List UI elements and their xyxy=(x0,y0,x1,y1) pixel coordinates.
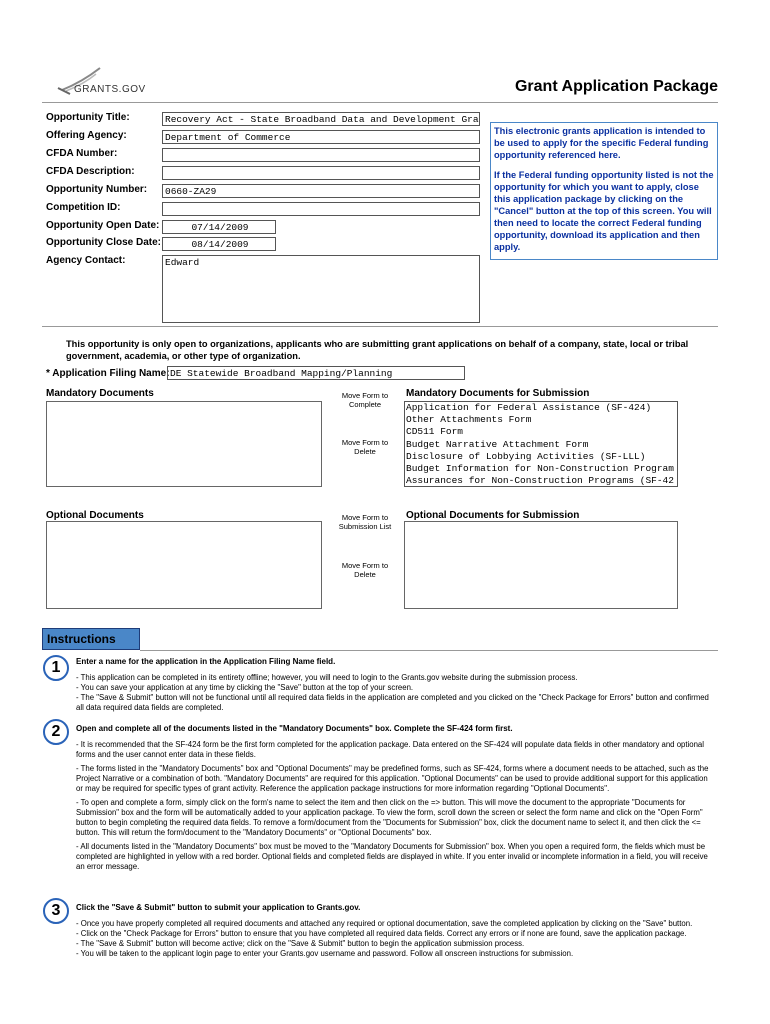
mandatory-submission-title: Mandatory Documents for Submission xyxy=(406,388,590,399)
step-2-title: Open and complete all of the documents listed in the "Mandatory Documents" box. Complete the SF-424 form first. xyxy=(76,724,513,733)
move-to-submission-list-button[interactable]: Move Form to Submission List xyxy=(338,513,392,531)
step-text-line: - The forms listed in the "Mandatory Documents" box and "Optional Documents" may be predefined forms, such as SF-424, forms where a document needs to be attached, such as the Project Narrative or a combination of both. "Mandatory Documents" are required for this application. "Optional Documents" can be used to provide additional support for this application or may be required for specific types of grant activity. Reference the application package instructions for more information regarding "Optional Documents". xyxy=(76,764,709,793)
step-text-line: - The "Save & Submit" button will become active; click on the "Save & Submit" button to begin the application submission process. xyxy=(76,939,525,948)
step-text-line: - Once you have properly completed all required documents and attached any required or optional documentation, save the completed application by clicking on the "Save" button. xyxy=(76,919,693,928)
step-text-line: - All documents listed in the "Mandatory Documents" box must be moved to the "Mandatory Documents for Submission" box. When you open a required form, the fields which must be completed are highlighted in yellow with a red border. Optional fields and completed fields are displayed in white. If you enter invalid or incomplete information in a field, you will receive an error message. xyxy=(76,842,708,871)
step-3-text xyxy=(76,919,716,959)
step-3-icon: 3 xyxy=(43,898,69,924)
step-text-line: - You can save your application at any time by clicking the "Save" button at the top of your screen. xyxy=(76,683,414,692)
step-text-line: - You will be taken to the applicant login page to enter your Grants.gov username and password. Follow all onscreen instructions for submission. xyxy=(76,949,574,958)
label-agency-contact: Agency Contact: xyxy=(46,255,126,266)
label-cfda-description: CFDA Description: xyxy=(46,166,135,177)
step-1-text xyxy=(76,673,716,713)
label-opportunity-title: Opportunity Title: xyxy=(46,112,130,123)
step-3-title: Click the "Save & Submit" button to submit your application to Grants.gov. xyxy=(76,903,361,912)
optional-submission-list[interactable] xyxy=(404,521,678,609)
step-text-line: - To open and complete a form, simply click on the form's name to select the item and then click on the => button. This will move the document to the appropriate "Documents for Submission" box and the form will be automatically added to your application package. To view the form, scroll down the screen or select the form name and click on the "Open Form" button to begin completing the required data fields. To remove a form/document from the "Documents for Submission" box, click the document name to select it, and then click the <= button. This will return the form/document to the "Mandatory Documents" or "Optional Documents" box. xyxy=(76,798,703,837)
filing-name-input[interactable]: DE Statewide Broadband Mapping/Planning xyxy=(167,366,465,380)
move-to-delete-optional-button[interactable]: Move Form to Delete xyxy=(341,561,389,579)
label-offering-agency: Offering Agency: xyxy=(46,130,127,141)
agency-contact-field[interactable]: Edward xyxy=(162,255,480,323)
instructions-tab: Instructions xyxy=(42,628,140,650)
label-cfda-number: CFDA Number: xyxy=(46,148,118,159)
label-close-date: Opportunity Close Date: xyxy=(46,237,162,248)
cfda-description-field[interactable] xyxy=(162,166,480,180)
form-divider xyxy=(42,326,718,327)
logo-text: GRANTS.GOV xyxy=(74,84,146,95)
list-item[interactable]: Budget Information for Non-Construction Program xyxy=(406,463,674,475)
page-title: Grant Application Package xyxy=(514,78,718,95)
eligibility-notice: This opportunity is only open to organizations, applicants who are submitting grant applications on behalf of a company, state, local or tribal government, academia, or other type of organization. xyxy=(66,339,689,361)
label-competition-id: Competition ID: xyxy=(46,202,121,213)
optional-documents-list[interactable] xyxy=(46,521,322,609)
step-text-line: - It is recommended that the SF-424 form be the first form completed for the application package. Data entered on the SF-424 will populate data fields in other mandatory and optional forms and the user cannot enter data in these fields. xyxy=(76,740,704,759)
notice-para-1: This electronic grants application is intended to be used to apply for the specific Federal funding opportunity referenced here. xyxy=(494,126,709,160)
opportunity-number-field[interactable]: 0660-ZA29 xyxy=(162,184,480,198)
list-item[interactable]: CD511 Form xyxy=(406,426,464,438)
list-item[interactable]: Application for Federal Assistance (SF-424) xyxy=(406,402,652,413)
step-2-text xyxy=(76,740,716,872)
grants-gov-logo xyxy=(52,66,172,100)
step-text-line: - The "Save & Submit" button will not be functional until all required data fields in the application are completed and you clicked on the "Check Package for Errors" button and confirmed all data required data fields are completed. xyxy=(76,693,709,712)
step-2-icon: 2 xyxy=(43,719,69,745)
label-opportunity-number: Opportunity Number: xyxy=(46,184,148,195)
instructions-divider xyxy=(140,650,718,651)
notice-box xyxy=(490,122,718,260)
list-item[interactable]: Budget Narrative Attachment Form xyxy=(406,438,589,450)
optional-submission-title: Optional Documents for Submission xyxy=(406,510,580,521)
mandatory-documents-title: Mandatory Documents xyxy=(46,388,154,399)
close-date-field[interactable]: 08/14/2009 xyxy=(162,237,276,251)
label-open-date: Opportunity Open Date: xyxy=(46,220,160,231)
list-item[interactable]: Assurances for Non-Construction Programs (SF-42 xyxy=(406,475,674,487)
filing-name-label: * Application Filing Name: xyxy=(46,368,170,379)
cfda-number-field[interactable] xyxy=(162,148,480,162)
step-text-line: - This application can be completed in its entirety offline; however, you will need to login to the Grants.gov website during the submission process. xyxy=(76,673,578,682)
move-to-complete-button[interactable]: Move Form to Complete xyxy=(341,391,389,409)
list-item[interactable]: Disclosure of Lobbying Activities (SF-LLL) xyxy=(406,450,646,462)
competition-id-field[interactable] xyxy=(162,202,480,216)
step-text-line: - Click on the "Check Package for Errors" button to ensure that you have completed all required data fields. Correct any errors or if none are found, save the application package. xyxy=(76,929,687,938)
opportunity-title-field[interactable]: Recovery Act - State Broadband Data and Development Gra xyxy=(162,112,480,126)
optional-documents-title: Optional Documents xyxy=(46,510,144,521)
header-divider xyxy=(42,102,718,103)
notice-para-2: If the Federal funding opportunity listed is not the opportunity for which you want to apply, close this application package by clicking on the "Cancel" button at the top of this screen. You will then need to locate the correct Federal funding opportunity, download its application and then apply. xyxy=(494,170,714,252)
mandatory-submission-list[interactable] xyxy=(404,401,678,487)
list-item[interactable]: Other Attachments Form xyxy=(406,414,532,426)
open-date-field[interactable]: 07/14/2009 xyxy=(162,220,276,234)
offering-agency-field[interactable]: Department of Commerce xyxy=(162,130,480,144)
step-1-title: Enter a name for the application in the Application Filing Name field. xyxy=(76,657,336,666)
move-to-delete-button[interactable]: Move Form to Delete xyxy=(341,438,389,456)
step-1-icon: 1 xyxy=(43,655,69,681)
mandatory-documents-list[interactable] xyxy=(46,401,322,487)
